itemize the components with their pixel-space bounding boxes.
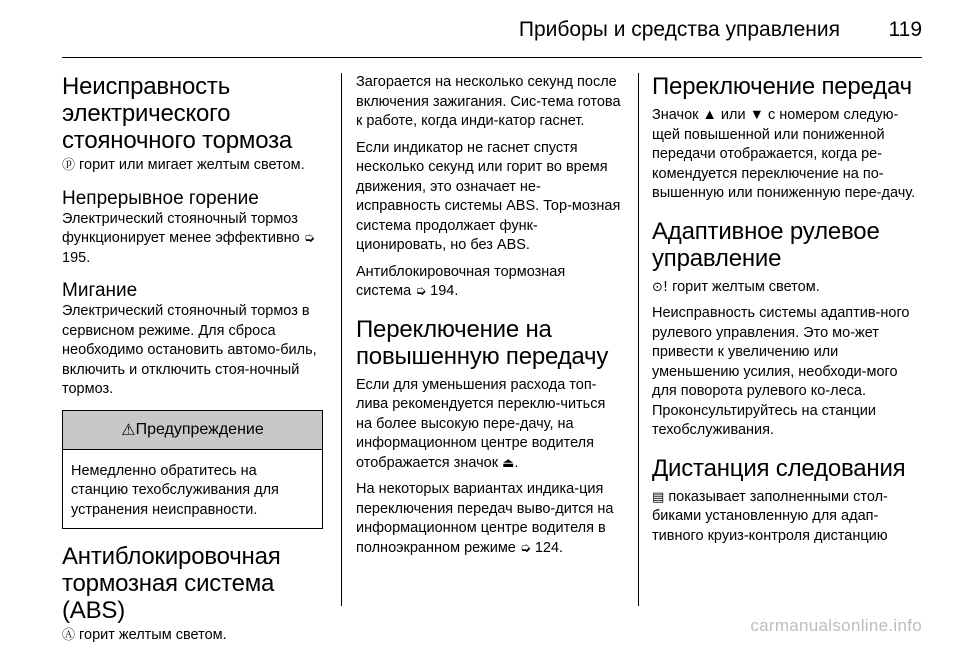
column-divider-2 xyxy=(638,73,639,606)
subheading-continuous: Непрерывное горение xyxy=(62,187,259,209)
section-heading-gear-shift: Переключение передач xyxy=(652,73,912,100)
header-divider xyxy=(62,57,922,58)
paragraph-continuous: Электрический стояночный тормоз функционирует менее эффективно ➭ 195. xyxy=(62,210,315,266)
column-2 xyxy=(356,73,624,622)
reference-arrow-icon: ➭ xyxy=(303,231,315,246)
adaptive-steering-paragraph: Неисправность системы адаптив-ного рулевого управления. Это мо-жет привести к увеличению или уменьшению усилия, необходи-мого для поворота рулевого ко-леса. Проконсультируйтесь на станции техобслуживания. xyxy=(652,305,910,438)
page-number: 119 xyxy=(888,18,922,41)
page-reference[interactable]: 124. xyxy=(534,539,564,556)
warning-body xyxy=(63,450,322,529)
section-heading-upshift: Переключение на повышенную передачу xyxy=(356,315,609,370)
warning-box xyxy=(62,410,323,530)
upshift-paragraph-1: Если для уменьшения расхода топ-лива рекомендуется переклю-читься на более высокую пере-дачу, на информационном центре водителя отображается значок ⏏. xyxy=(356,376,606,471)
abs-paragraph-1: Загорается на несколько секунд после включения зажигания. Сис-тема готова к работе, когда инди-катор гаснет. xyxy=(356,74,621,129)
abs-paragraph-3: Антиблокировочная тормозная система ➭ 194. xyxy=(356,263,566,299)
warning-text: Немедленно обратитесь на станцию техобслуживания для устранения неисправности. xyxy=(71,462,279,518)
gear-shift-paragraph: Значок ▲ или ▼ с номером следую-щей повышенной или пониженной передачи отображается, когда ре-комендуется переключение на по-вышенную или пониженную пере-дачу. xyxy=(652,107,916,201)
abs-icon: Ⓐ xyxy=(62,628,76,643)
column-1 xyxy=(62,73,323,643)
abs-status: Ⓐ горит желтым светом. xyxy=(62,627,227,643)
upshift-paragraph-2: На некоторых вариантах индика-ция переключения передач выво-дится на информационном центре водителя в полноэкранном режиме ➭ 124. xyxy=(356,481,614,556)
column-divider-1 xyxy=(341,73,342,606)
section-heading-following-distance: Дистанция следования xyxy=(652,454,906,482)
reference-arrow-icon: ➭ xyxy=(415,284,427,299)
following-distance-paragraph: ▤ показывает заполненными стол-биками установленную для адап-тивного круиз-контроля дистанцию xyxy=(652,488,888,544)
page-reference[interactable]: 194. xyxy=(430,283,459,299)
subheading-flashing: Мигание xyxy=(62,280,138,301)
follow-distance-icon: ▤ xyxy=(652,489,665,505)
watermark: carmanualsonline.info xyxy=(750,616,922,635)
abs-paragraph-2: Если индикатор не гаснет спустя несколько секунд или горит во время движения, это означает не-исправность системы ABS. Тор-мозная система продолжает функ-ционировать, но без ABS. xyxy=(356,139,621,253)
warning-header xyxy=(63,411,322,450)
section-heading-parking-brake: Неисправность электрического стояночного тормоза xyxy=(62,73,293,154)
upshift-icon: ⏏ xyxy=(502,455,515,471)
warning-triangle-icon: ⚠ xyxy=(121,420,136,439)
section-heading-adaptive-steering: Адаптивное рулевое управление xyxy=(652,217,880,272)
paragraph-flashing: Электрический стояночный тормоз в сервисном режиме. Для сброса необходимо остановить автомо-биль, включить и отключить стоя-ночный тормоз. xyxy=(62,303,317,397)
section-heading-abs: Антиблокировочная тормозная система (ABS) xyxy=(62,543,281,624)
page-title: Приборы и средства управления xyxy=(518,18,840,41)
warning-title: Предупреждение xyxy=(135,420,264,438)
parking-brake-status: ⓟ горит или мигает желтым светом. xyxy=(62,157,305,173)
parking-brake-warning-icon: ⓟ xyxy=(62,158,76,173)
page-header xyxy=(0,0,960,60)
reference-arrow-icon: ➭ xyxy=(519,540,531,556)
adaptive-steering-status: ⊙! горит желтым светом. xyxy=(652,278,820,295)
page-reference[interactable]: 195. xyxy=(62,249,91,266)
steering-warning-icon: ⊙! xyxy=(652,279,669,295)
column-3 xyxy=(652,73,922,622)
